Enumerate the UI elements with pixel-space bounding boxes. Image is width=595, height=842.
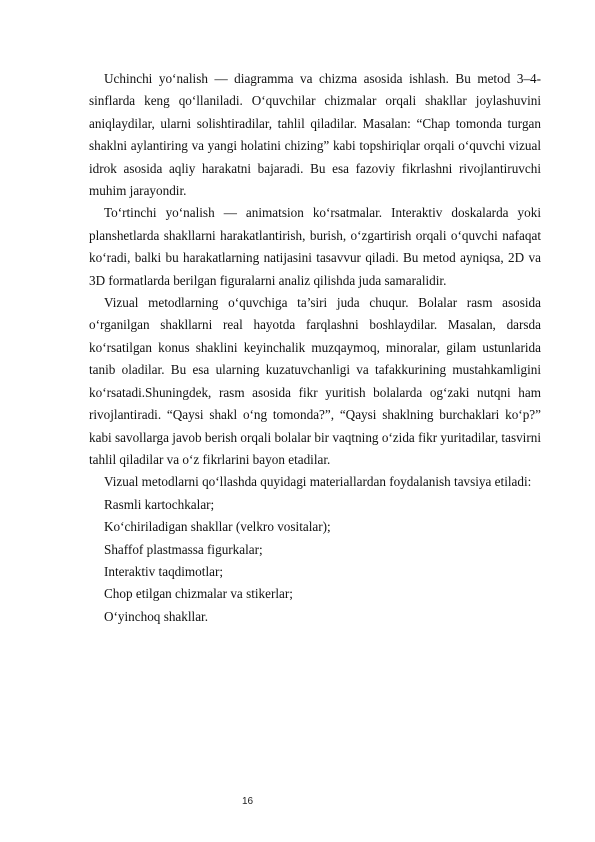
paragraph-materials-intro: Vizual metodlarni qo‘llashda quyidagi materiallardan foydalanish tavsiya etiladi: — [104, 474, 532, 490]
list-item: Chop etilgan chizmalar va stikerlar; — [104, 586, 293, 602]
list-item: Shaffof plastmassa figurkalar; — [104, 541, 263, 557]
paragraph-fourth-direction: To‘rtinchi yo‘nalish — animatsion ko‘rsatmalar. Interaktiv doskalarda yoki planshetlarda shakllarni harakatlantirish, burish, o‘zgartirish orqali o‘quvchi nafaqat ko‘radi, balki bu harakatlarning natijasini tasavvur qiladi. Bu metod ayniqsa, 2D va 3D formatlarda berilgan figuralarni analiz qilishda juda samaralidir. — [89, 205, 541, 288]
document-body — [89, 68, 541, 628]
paragraph-visual-methods-impact: Vizual metodlarning o‘quvchiga ta’siri juda chuqur. Bolalar rasm asosida o‘rganilgan shakllarni real hayotda farqlashni boshlaydilar. Masalan, darsda ko‘rsatilgan konus shaklini keyinchalik muzqaymoq, minoralar, gilam ustunlarida tanib oladilar. Bu esa ularning kuzatuvchanligi va tafakkurining mustahkamligini ko‘rsatadi.Shuningdek, rasm asosida fikr yuritish bolalarda og‘zaki nutqni ham rivojlantiradi. “Qaysi shakl o‘ng tomonda?”, “Qaysi shaklning burchaklari ko‘p?” kabi savollarga javob berish orqali bolalar bir vaqtning o‘zida fikr yuritadilar, tasvirni tahlil qiladilar va o‘z fikrlarini bayon etadilar. — [89, 295, 541, 467]
list-item: Interaktiv taqdimotlar; — [104, 563, 224, 579]
page-number: 16 — [241, 796, 254, 807]
paragraph-third-direction: Uchinchi yo‘nalish — diagramma va chizma asosida ishlash. Bu metod 3–4-sinflarda keng qo‘llaniladi. O‘quvchilar chizmalar orqali shakllar joylashuvini aniqlaydilar, ularni solishtiradilar, tahlil qiladilar. Masalan: “Chap tomonda turgan shaklni aylantiring va yangi holatini chizing” kabi topshiriqlar orqali o‘quvchi vizual idrok asosida aqliy harakatni bajaradi. Bu esa fazoviy fikrlashni rivojlantiruvchi muhim jarayondir. — [89, 71, 541, 199]
materials-list — [89, 494, 541, 628]
list-item: Rasmli kartochkalar; — [104, 496, 215, 512]
list-item: Ko‘chiriladigan shakllar (velkro vositalar); — [104, 519, 331, 535]
list-item: O‘yinchoq shakllar. — [104, 608, 209, 624]
